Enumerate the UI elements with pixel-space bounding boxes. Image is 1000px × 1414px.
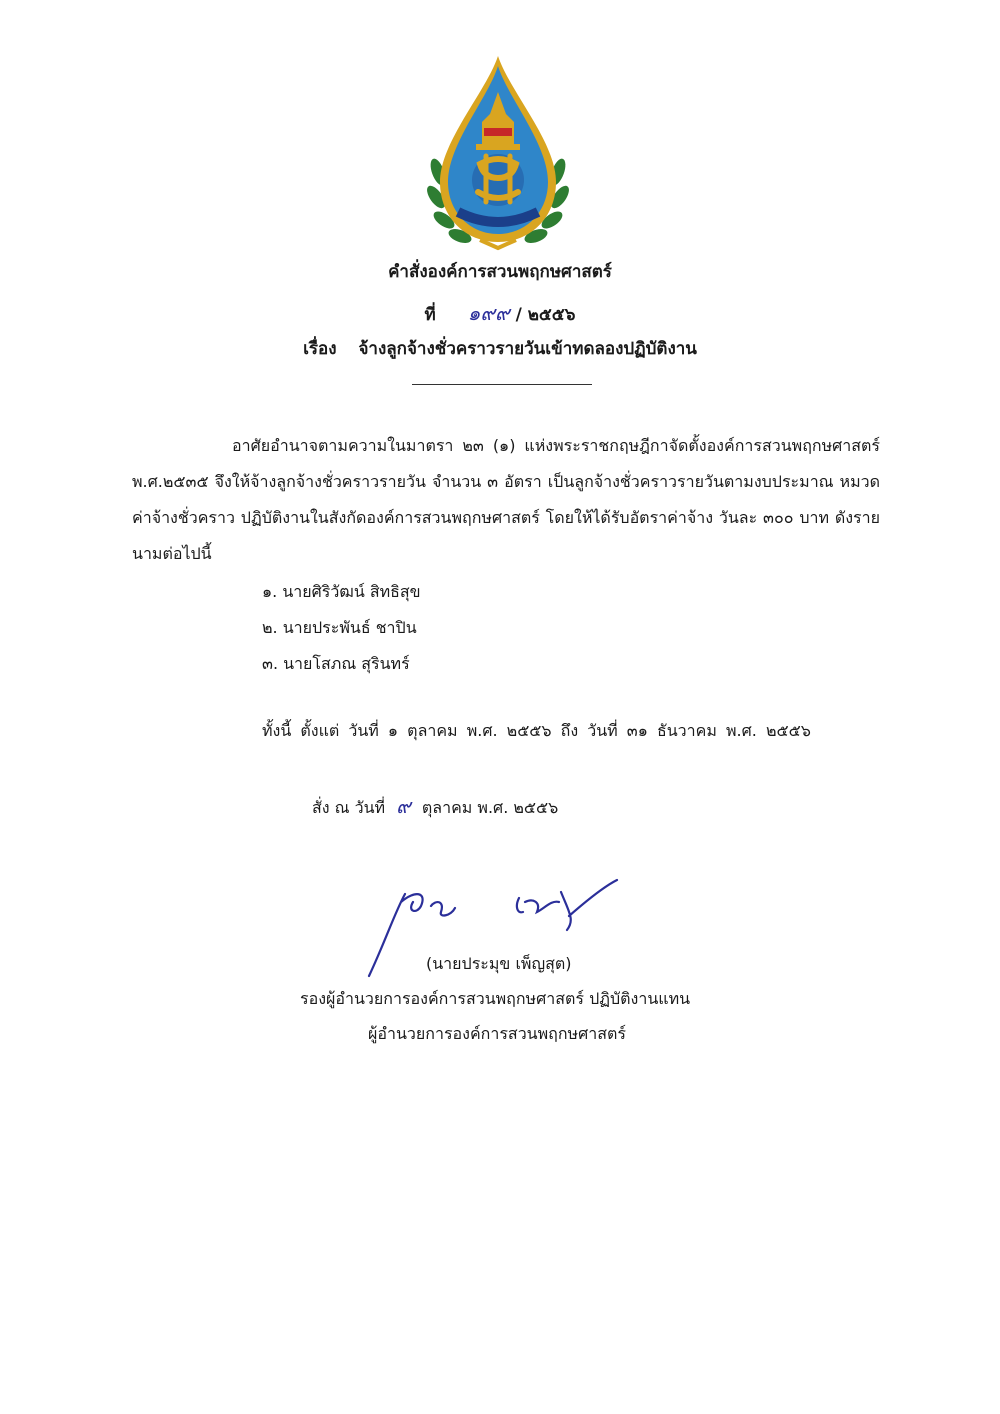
order-number-year: / ๒๕๕๖	[515, 305, 576, 325]
list-item: ๑. นายศิริวัฒน์ สิทธิสุข	[262, 582, 421, 601]
body-paragraph: อาศัยอำนาจตามความในมาตรา ๒๓ (๑) แห่งพระราชกฤษฎีกาจัดตั้งองค์การสวนพฤกษศาสตร์ พ.ศ.๒๕๓๕ จึงให้จ้างลูกจ้างชั่วคราวรายวัน จำนวน ๓ อัตรา เป็นลูกจ้างชั่วคราวรายวันตามงบประมาณ หมวดค่าจ้างชั่วคราว ปฏิบัติงานในสังกัดองค์การสวนพฤกษศาสตร์ โดยให้ได้รับอัตราค่าจ้าง วันละ ๓๐๐ บาท ดังรายนามต่อไปนี้	[132, 436, 880, 563]
employment-period: ทั้งนี้ ตั้งแต่ วันที่ ๑ ตุลาคม พ.ศ. ๒๕๕๖ ถึง วันที่ ๓๑ ธันวาคม พ.ศ. ๒๕๕๖	[262, 721, 811, 740]
subject-text: จ้างลูกจ้างชั่วคราวรายวันเข้าทดลองปฏิบัติงาน	[358, 339, 697, 359]
order-date-line	[312, 790, 558, 822]
subject-label: เรื่อง	[303, 339, 337, 359]
order-number-handwritten: ๑๙๙	[467, 301, 510, 325]
list-item: ๓. นายโสภณ สุรินทร์	[262, 654, 410, 673]
botanical-garden-emblem-icon	[424, 52, 572, 252]
list-item: ๒. นายประพันธ์ ชาปิน	[262, 618, 417, 637]
order-title: คำสั่งองค์การสวนพฤกษศาสตร์	[388, 262, 612, 282]
order-date-prefix: สั่ง ณ วันที่	[312, 798, 386, 817]
order-number-line	[0, 297, 1000, 329]
heading-divider	[412, 384, 592, 385]
subject-line	[0, 335, 1000, 362]
signer-name: (นายประมุข เพ็ญสุต)	[426, 954, 572, 973]
signer-position-line-1: รองผู้อำนวยการองค์การสวนพฤกษศาสตร์ ปฏิบัติงานแทน	[300, 989, 691, 1008]
order-date-day-handwritten: ๙	[396, 794, 411, 818]
order-number-label: ที่	[424, 305, 436, 325]
signer-position-line-2: ผู้อำนวยการองค์การสวนพฤกษศาสตร์	[368, 1024, 626, 1043]
order-date-suffix: ตุลาคม พ.ศ. ๒๕๕๖	[421, 798, 559, 817]
